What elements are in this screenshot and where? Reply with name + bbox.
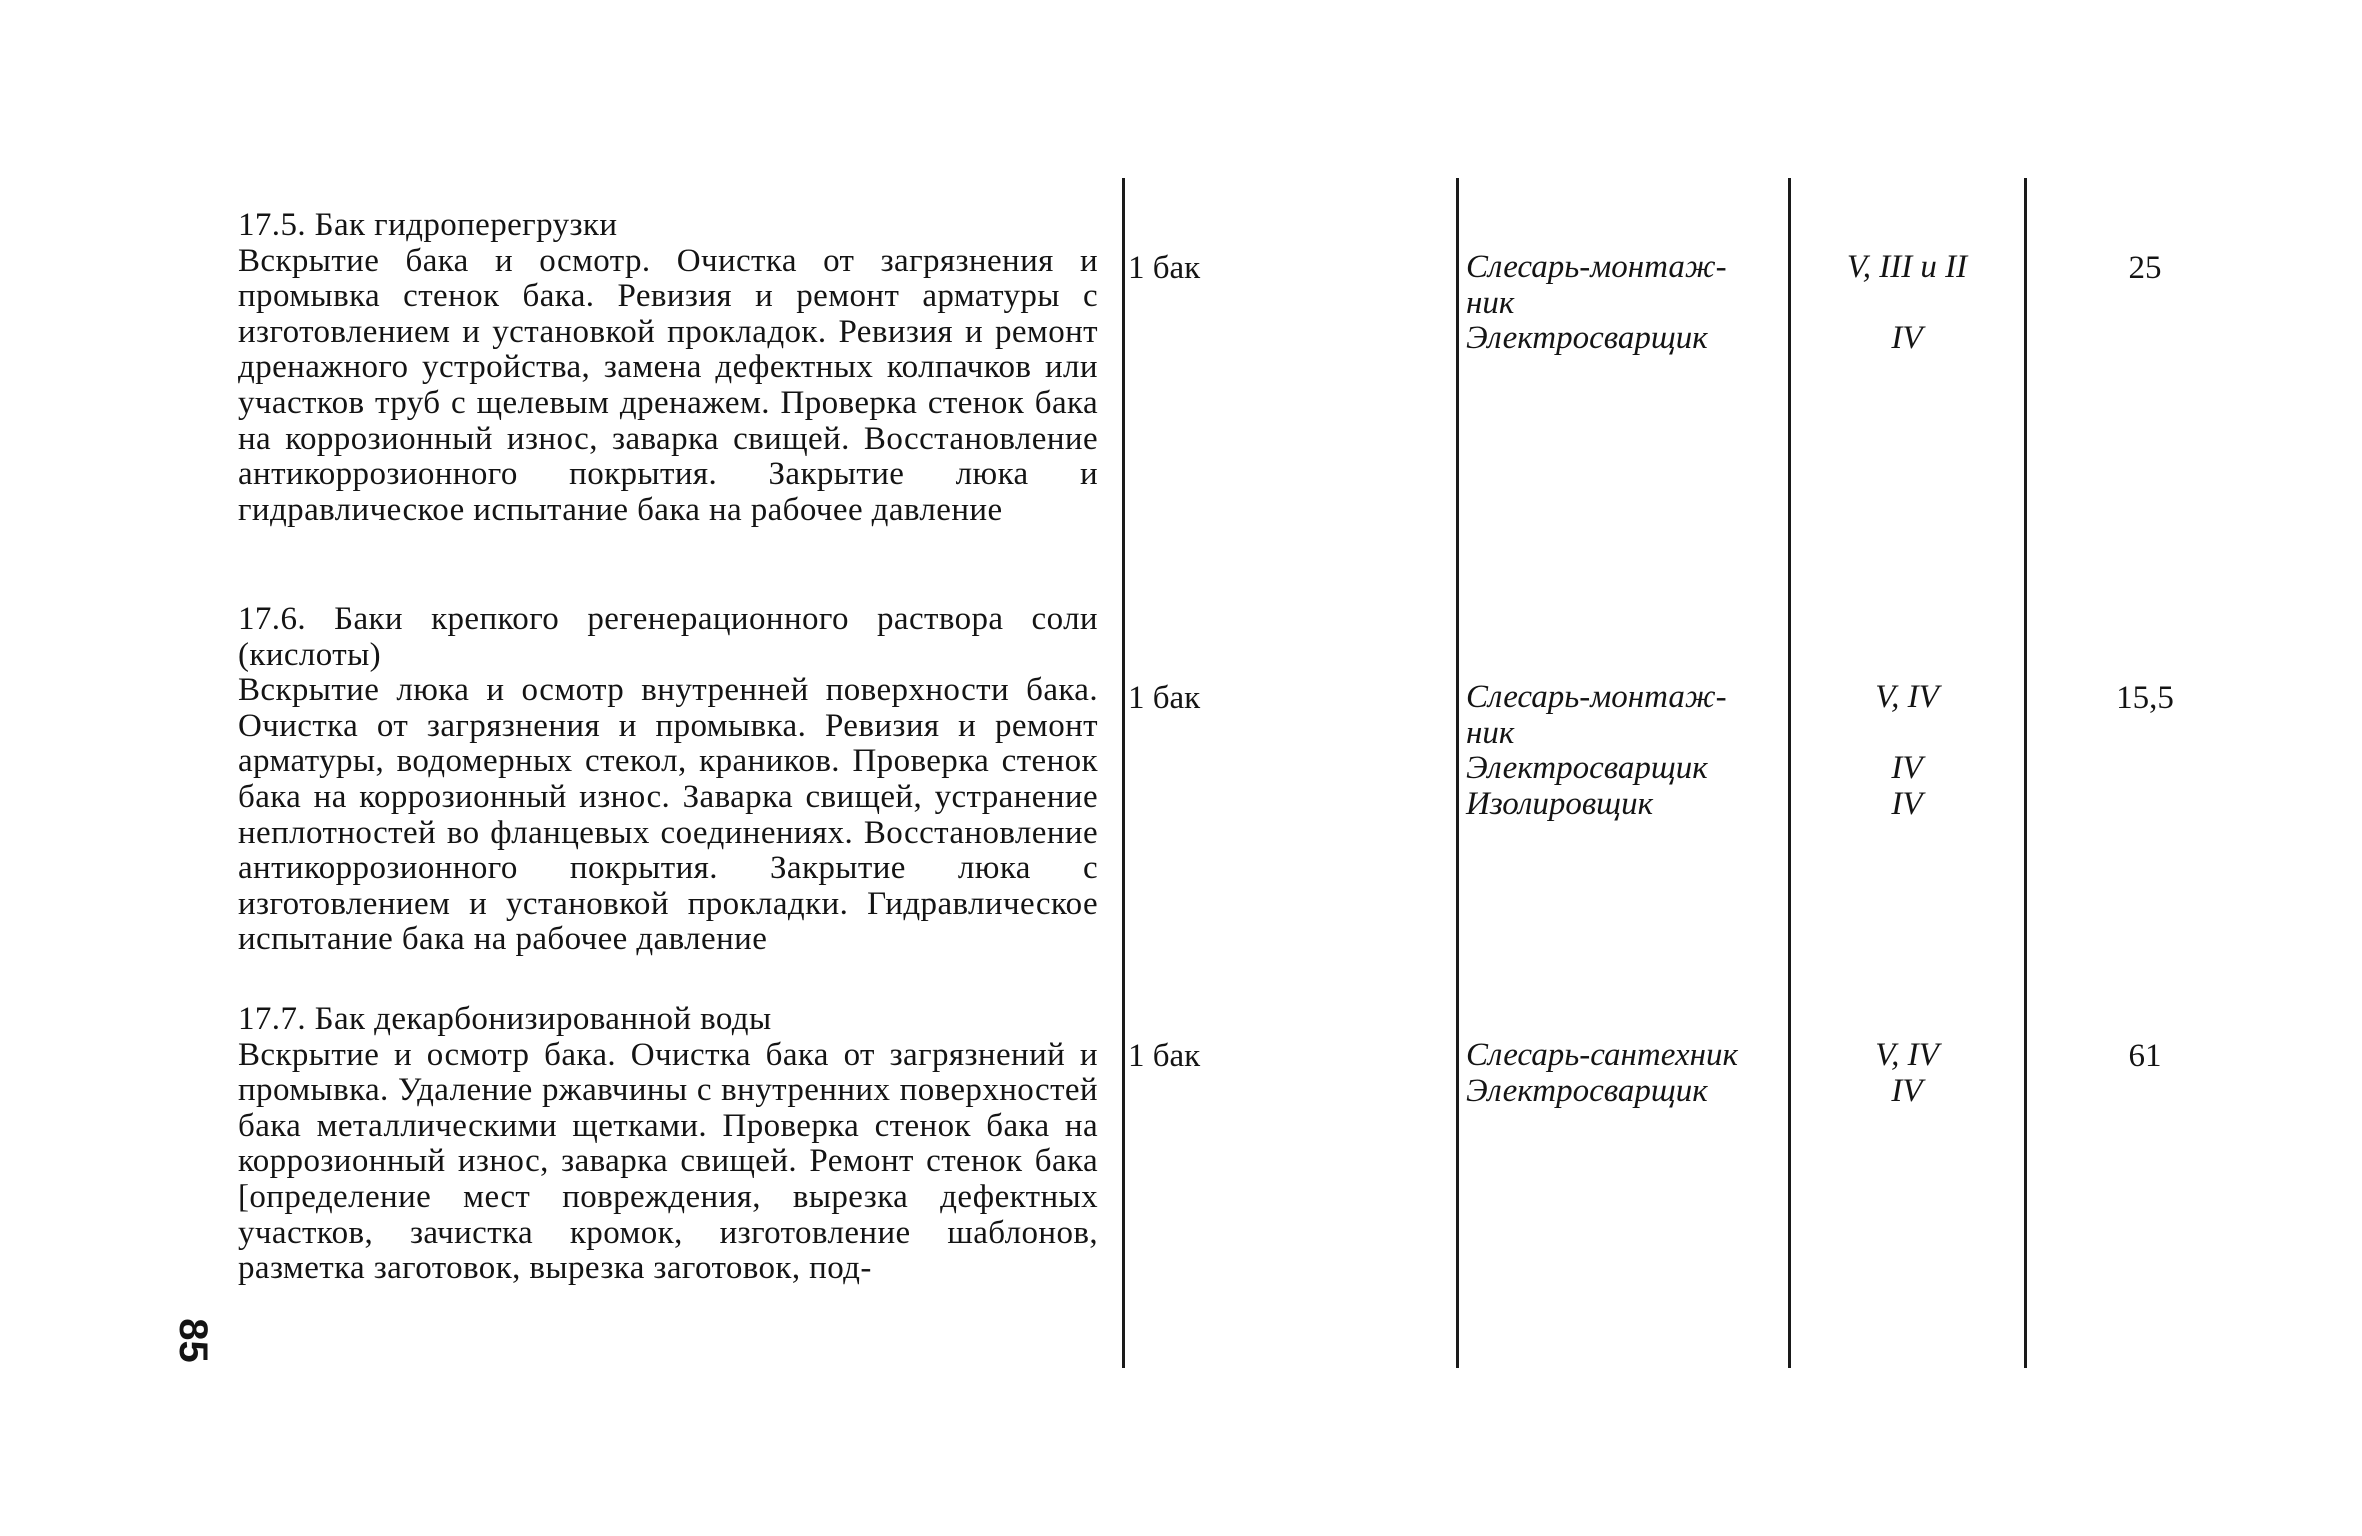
worker-name: Электросварщик [1466,750,1708,787]
row-heading: 17.6. Баки крепкого регенерационного раствора соли (кислоты) [238,601,1098,673]
row-heading: 17.7. Бак декарбонизированной воды [238,1001,772,1037]
worker-grade: IV [1891,1072,1923,1109]
page-number: 85 [170,1318,215,1363]
worker-grade: V, IV [1875,679,1939,715]
worker-name: ник [1466,714,1515,751]
row-grades [1796,250,2018,357]
worker-name: Слесарь-монтаж- [1466,249,1727,285]
row-17-7-description-cell [238,1002,1098,1287]
row-workers [1466,1038,1786,1109]
worker-grade: IV [1891,785,1923,822]
row-description: Вскрытие бака и осмотр. Очистка от загрязнения и промывка стенок бака. Ревизия и ремонт арматуры с изготовлением и установкой прокладок. Ревизия и ремонт дренажного устройства, замена дефектных колпачков или участков труб с щелевым дренажем. Проверка стенок бака на коррозионный износ, заварка свищей. Восстановление антикоррозионного покрытия. Закрытие люка и гидравлическое испытание бака на рабочее давление [238,242,1098,528]
row-17-5-description-cell [238,208,1098,528]
worker-name: Электросварщик [1466,1072,1708,1109]
worker-name: Изолировщик [1466,785,1654,822]
worker-name: Слесарь-монтаж- [1466,679,1727,715]
worker-grade [1796,286,2018,322]
worker-grade: V, III и II [1846,249,1968,285]
worker-grade: IV [1891,320,1923,357]
row-workers [1466,680,1786,822]
row-grades [1796,680,2018,822]
row-description: Вскрытие и осмотр бака. Очистка бака от загрязнений и промывка. Удаление ржавчины с внутренних поверхностей бака металлическими щетками. Проверка стенок бака на коррозионный износ, заварка свищей. Ремонт стенок бака [определение мест повреждения, вырезка дефектных участков, зачистка кромок, изготовление шаблонов, разметка заготовок, вырезка заготовок, под- [238,1036,1098,1287]
row-norm-value: 61 [2128,1038,2162,1074]
row-17-6-description-cell [238,602,1098,958]
worker-name: Слесарь-сантехник [1466,1037,1738,1073]
column-rule-4 [2024,178,2027,1368]
row-workers [1466,250,1786,357]
row-norm-value: 15,5 [2116,680,2174,716]
column-rule-2 [1456,178,1459,1368]
worker-name: Электросварщик [1466,320,1708,357]
row-heading: 17.5. Бак гидроперегрузки [238,207,618,243]
row-unit: 1 бак [1128,680,1201,716]
row-unit: 1 бак [1128,1038,1201,1074]
worker-name: ник [1466,284,1515,321]
row-description: Вскрытие люка и осмотр внутренней поверхности бака. Очистка от загрязнения и промывка. Ревизия и ремонт арматуры, водомерных стекол, краников. Проверка стенок бака на коррозионный износ. Заварка свищей, устранение неплотностей во фланцевых соединениях. Восстановление антикоррозионного покрытия. Закрытие люка с изготовлением и установкой прокладки. Гидравлическое испытание бака на рабочее давление [238,672,1098,958]
row-norm-value: 25 [2128,250,2162,286]
row-unit: 1 бак [1128,250,1201,286]
column-rule-1 [1122,178,1125,1368]
worker-grade: IV [1891,750,1923,787]
worker-grade [1796,716,2018,752]
worker-grade: V, IV [1875,1037,1939,1073]
column-rule-3 [1788,178,1791,1368]
row-grades [1796,1038,2018,1109]
